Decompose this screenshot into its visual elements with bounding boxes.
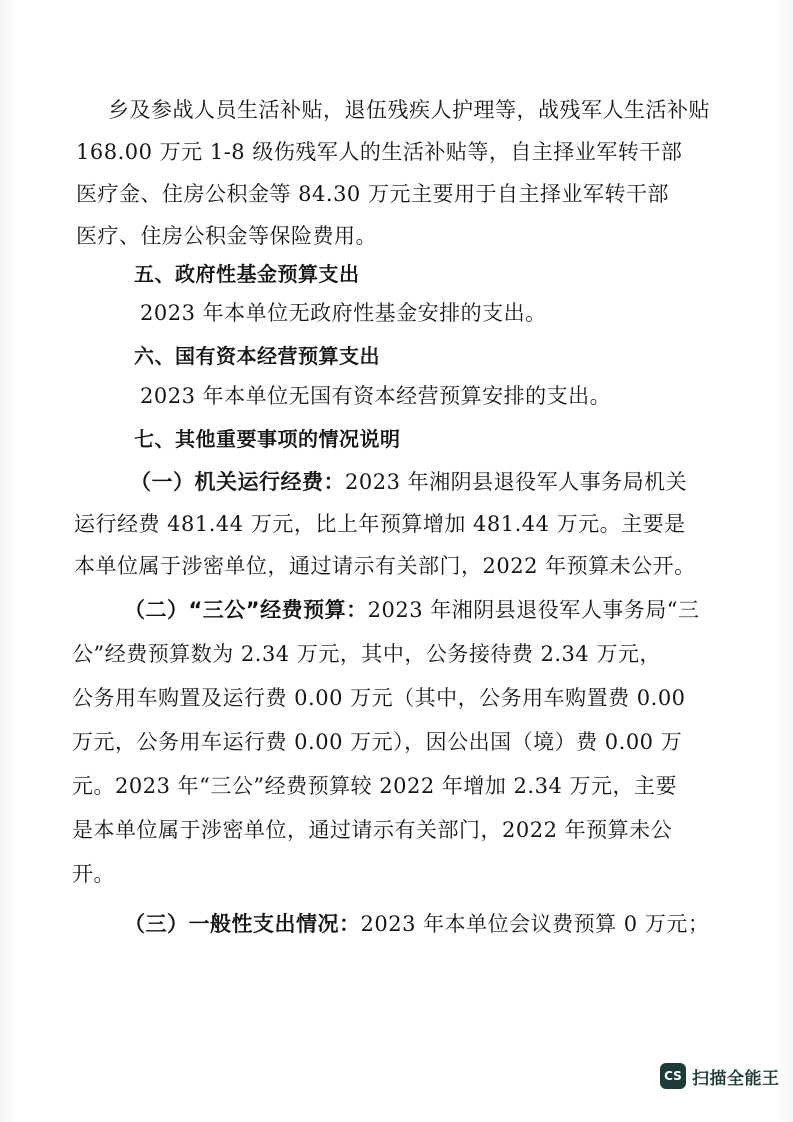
section-heading-6: 六、国有资本经营预算支出 xyxy=(134,344,380,368)
paragraph-line: 医疗金、住房公积金等 84.30 万元主要用于自主择业军转干部 xyxy=(76,182,669,206)
section-heading-7: 七、其他重要事项的情况说明 xyxy=(134,427,401,451)
paragraph-line: 公务用车购置及运行费 0.00 万元（其中，公务用车购置费 0.00 xyxy=(72,686,686,710)
paragraph-line: 168.00 万元 1-8 级伤残军人的生活补贴等，自主择业军转干部 xyxy=(76,140,683,164)
paragraph-line: 本单位属于涉密单位，通过请示有关部门，2022 年预算未公开。 xyxy=(74,554,696,578)
subsection-2-text: 2023 年湘阴县退役军人事务局“三 xyxy=(367,598,700,622)
paragraph-line: 乡及参战人员生活补贴，退伍残疾人护理等，战残军人生活补贴 xyxy=(108,98,710,122)
paragraph-line: 2023 年本单位无政府性基金安排的支出。 xyxy=(140,301,547,325)
subsection-3-text: 2023 年本单位会议费预算 0 万元； xyxy=(360,912,710,936)
scanner-watermark xyxy=(660,1063,780,1089)
paragraph-line: 公”经费预算数为 2.34 万元，其中，公务接待费 2.34 万元， xyxy=(72,642,661,666)
subsection-2-label: （二）“三公”经费预算： xyxy=(124,598,368,622)
paragraph-line: 运行经费 481.44 万元，比上年预算增加 481.44 万元。主要是 xyxy=(74,512,686,536)
paragraph-line: 医疗、住房公积金等保险费用。 xyxy=(76,224,377,248)
subsection-3-label: （三）一般性支出情况： xyxy=(124,912,361,936)
paragraph-line: 开。 xyxy=(72,862,115,886)
subsection-1-label: （一）机关运行经费： xyxy=(130,470,345,494)
subsection-3-first-line xyxy=(124,909,709,939)
subsection-1-first-line xyxy=(130,467,687,497)
paragraph-line: 万元，公务用车运行费 0.00 万元），因公出国（境）费 0.00 万 xyxy=(72,730,683,754)
paragraph-line: 是本单位属于涉密单位，通过请示有关部门，2022 年预算未公 xyxy=(72,818,673,842)
subsection-2-first-line xyxy=(124,595,699,625)
section-heading-5: 五、政府性基金预算支出 xyxy=(134,262,360,286)
paragraph-line: 元。2023 年“三公”经费预算较 2022 年增加 2.34 万元，主要 xyxy=(72,774,677,798)
subsection-1-text: 2023 年湘阴县退役军人事务局机关 xyxy=(345,470,688,494)
paragraph-line: 2023 年本单位无国有资本经营预算安排的支出。 xyxy=(140,384,612,408)
watermark-text: 扫描全能王 xyxy=(692,1068,780,1089)
camscanner-logo-icon: CS xyxy=(660,1063,686,1089)
